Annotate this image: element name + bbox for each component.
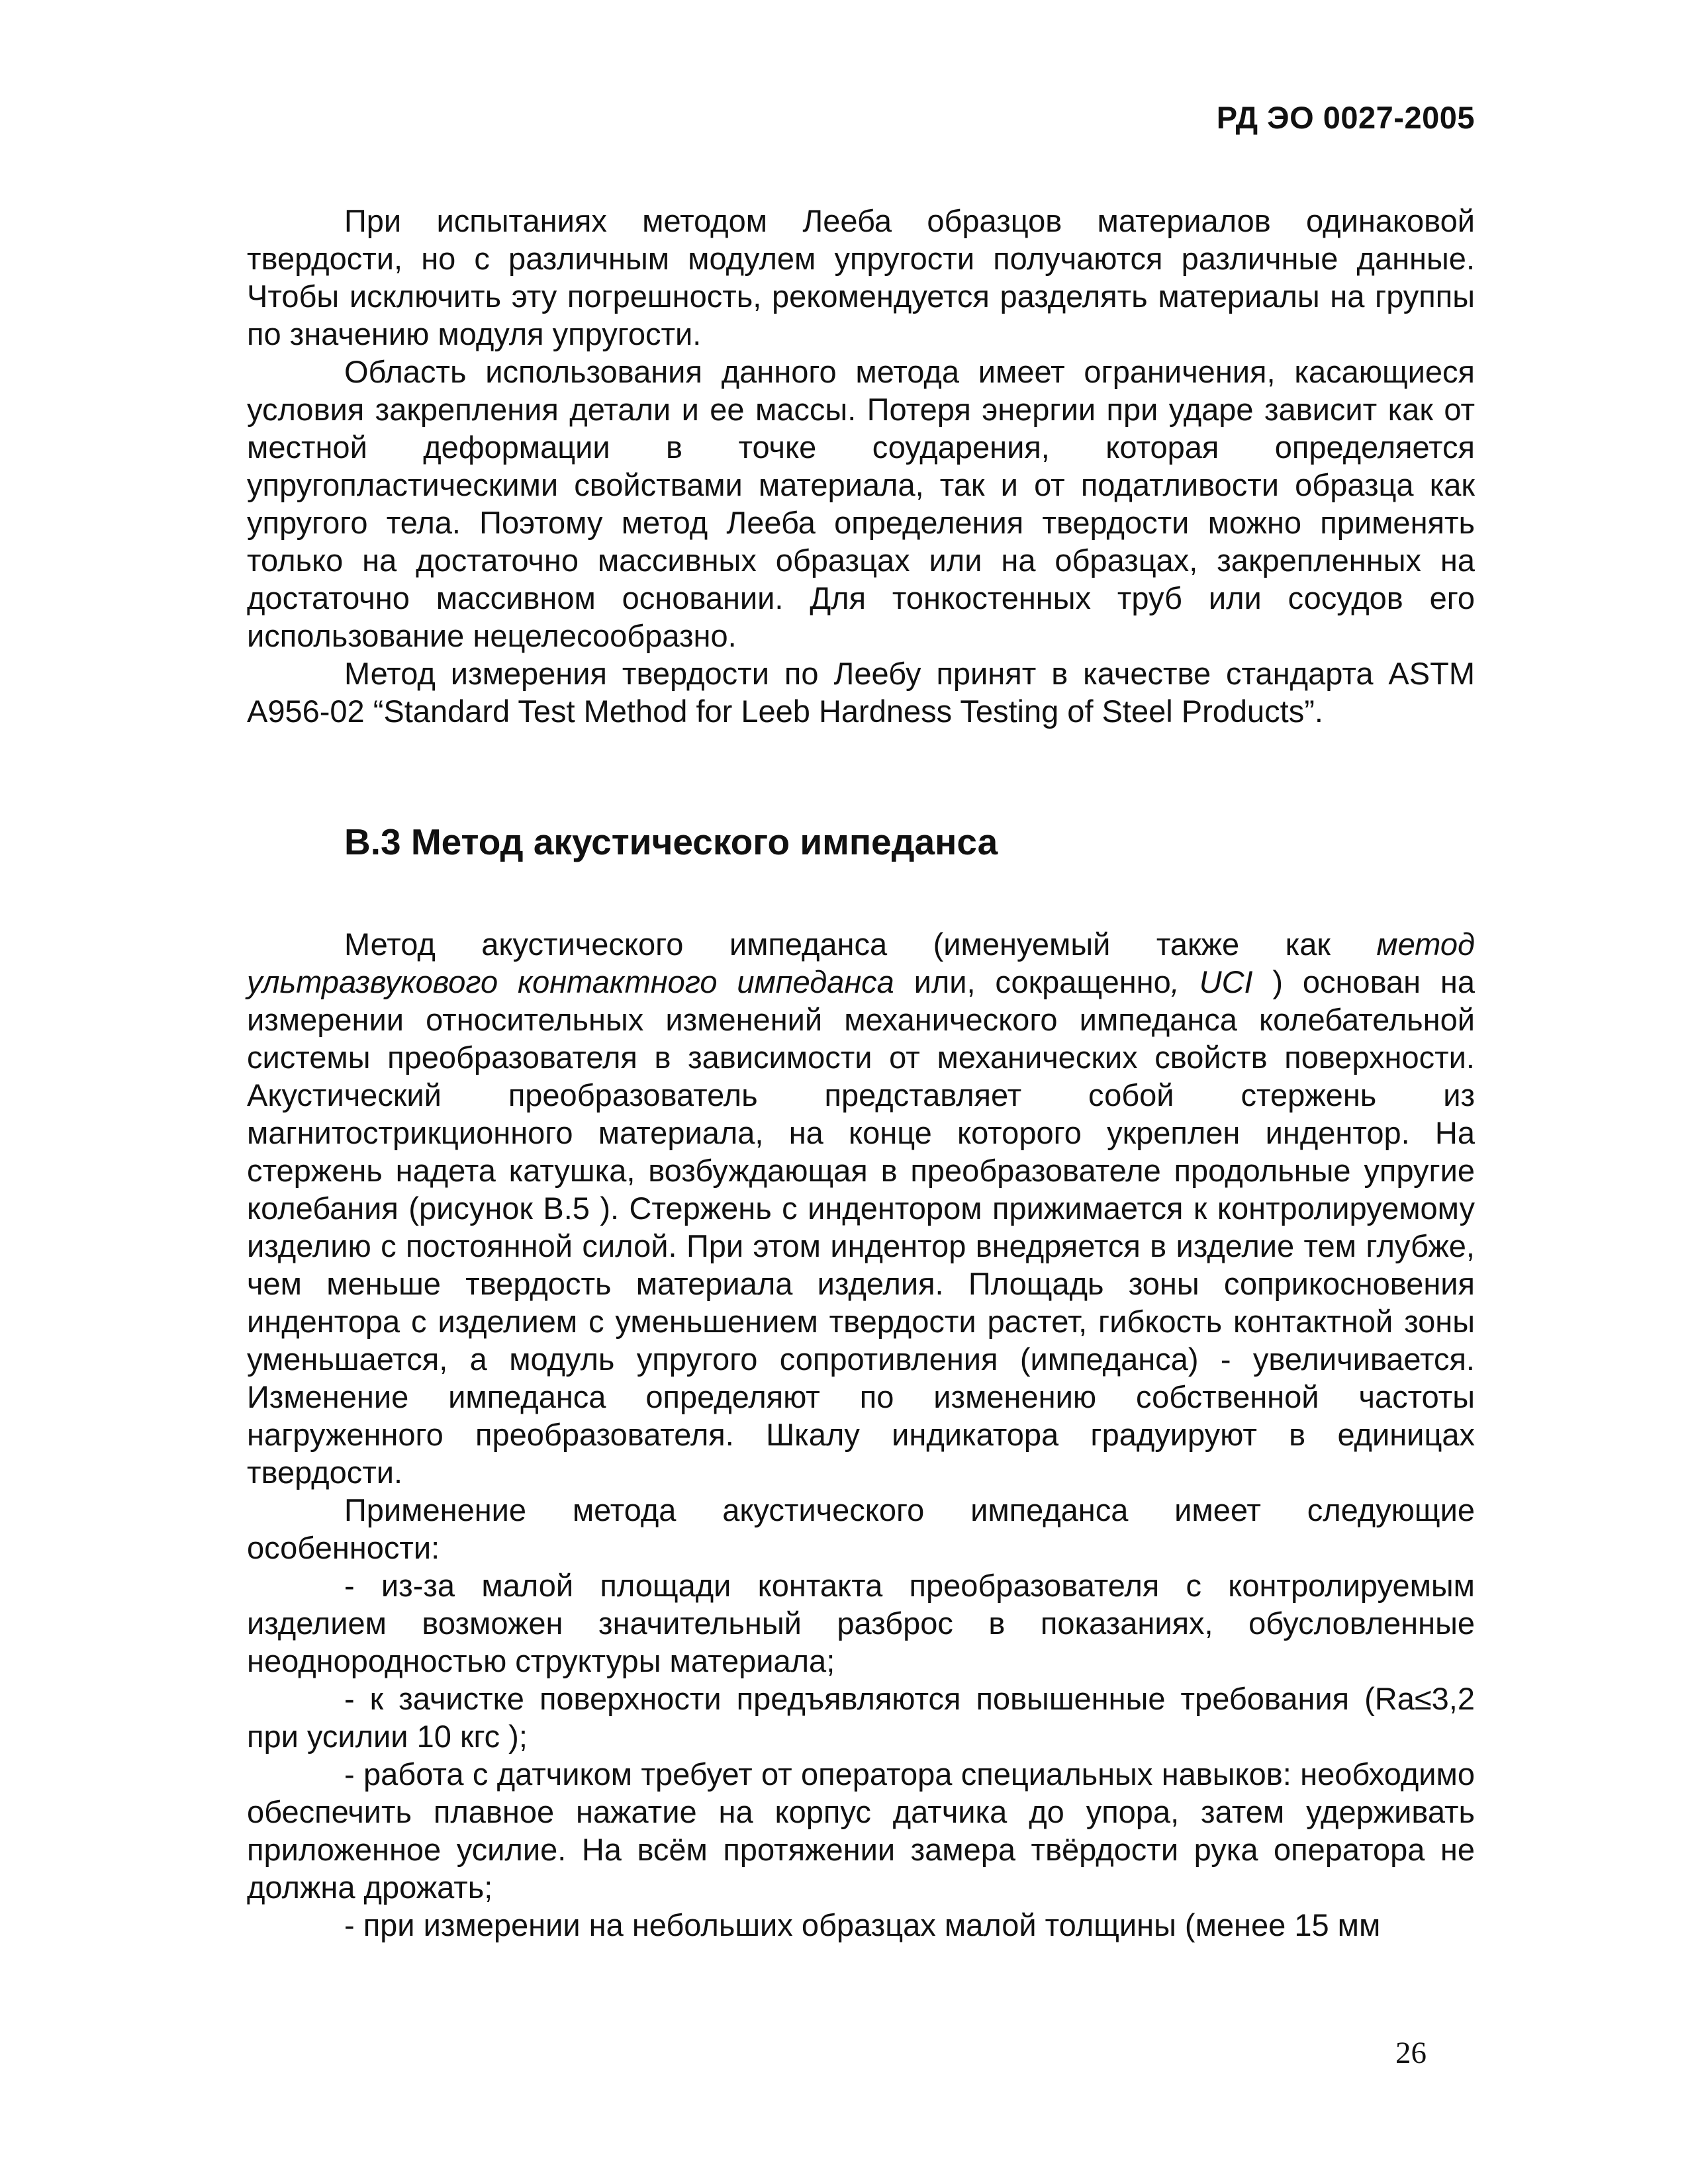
italic-term: метод ультразвукового контактного импеданса bbox=[247, 927, 1475, 999]
italic-abbreviation: , UCI bbox=[1170, 964, 1253, 999]
paragraph: Метод измерения твердости по Леебу принят в качестве стандарта ASTM A956-02 “Standard Test Method for Leeb Hardness Testing of Steel Products”. bbox=[247, 656, 1475, 729]
text-run: ) основан на измерении относительных изменений механического импеданса колебательной системы преобразователя в зависимости от механических свойств поверхности. Акустический преобразователь представляет собой стержень из магнитострикционного материала, на конце которого укреплен индентор. На стержень надета катушка, возбуждающая в преобразователе продольные упругие колебания (рисунок В.5 ). Стержень с индентором прижимается к контролируемому изделию с постоянной силой. При этом индентор внедряется в изделие тем глубже, чем меньше твердость материала изделия. Площадь зоны соприкосновения индентора с изделием с уменьшением твердости растет, гибкость контактной зоны уменьшается, а модуль упругого сопротивления (импеданса) - увеличивается. Изменение импеданса определяют по изменению собственной частоты нагруженного преобразователя. Шкалу индикатора градуируют в единицах твердости. bbox=[247, 964, 1475, 1490]
paragraph: При испытаниях методом Лееба образцов материалов одинаковой твердости, но с различным модулем упругости получаются различные данные. Чтобы исключить эту погрешность, рекомендуется разделять материалы на группы по значению модуля упругости. bbox=[247, 203, 1475, 351]
page-number: 26 bbox=[1395, 2036, 1427, 2070]
section-heading: В.3 Метод акустического импеданса bbox=[344, 821, 998, 862]
list-item: - работа с датчиком требует от оператора специальных навыков: необходимо обеспечить плавное нажатие на корпус датчика до упора, затем удерживать приложенное усилие. На всём протяжении замера твёрдости рука оператора не должна дрожать; bbox=[247, 1756, 1475, 1905]
paragraph-intro bbox=[247, 925, 1475, 1491]
list-item: - при измерении на небольших образцах малой толщины (менее 15 мм bbox=[344, 1907, 1381, 1942]
section-acoustic-impedance-text bbox=[247, 925, 1475, 1944]
paragraph: Применение метода акустического импеданса имеет следующие особенности: bbox=[247, 1492, 1475, 1565]
list-item: - из-за малой площади контакта преобразователя с контролируемым изделием возможен значительный разброс в показаниях, обусловленные неоднородностью структуры материала; bbox=[247, 1568, 1475, 1678]
paragraph: Область использования данного метода имеет ограничения, касающиеся условия закрепления детали и ее массы. Потеря энергии при ударе зависит как от местной деформации в точке соударения, которая определяется упругопластическими свойствами материала, так и от податливости образца как упругого тела. Поэтому метод Лееба определения твердости можно применять только на достаточно массивных образцах или на образцах, закрепленных на достаточно массивном основании. Для тонкостенных труб или сосудов его использование нецелесообразно. bbox=[247, 354, 1475, 653]
text-run: или, сокращенно bbox=[894, 964, 1171, 999]
text-run: Метод акустического импеданса (именуемый также как bbox=[344, 927, 1377, 962]
list-item: - к зачистке поверхности предъявляются повышенные требования (Ra≤3,2 при усилии 10 кгс ); bbox=[247, 1681, 1475, 1754]
section-leeb-text bbox=[247, 202, 1475, 730]
document-code: РД ЭО 0027-2005 bbox=[1216, 100, 1475, 135]
